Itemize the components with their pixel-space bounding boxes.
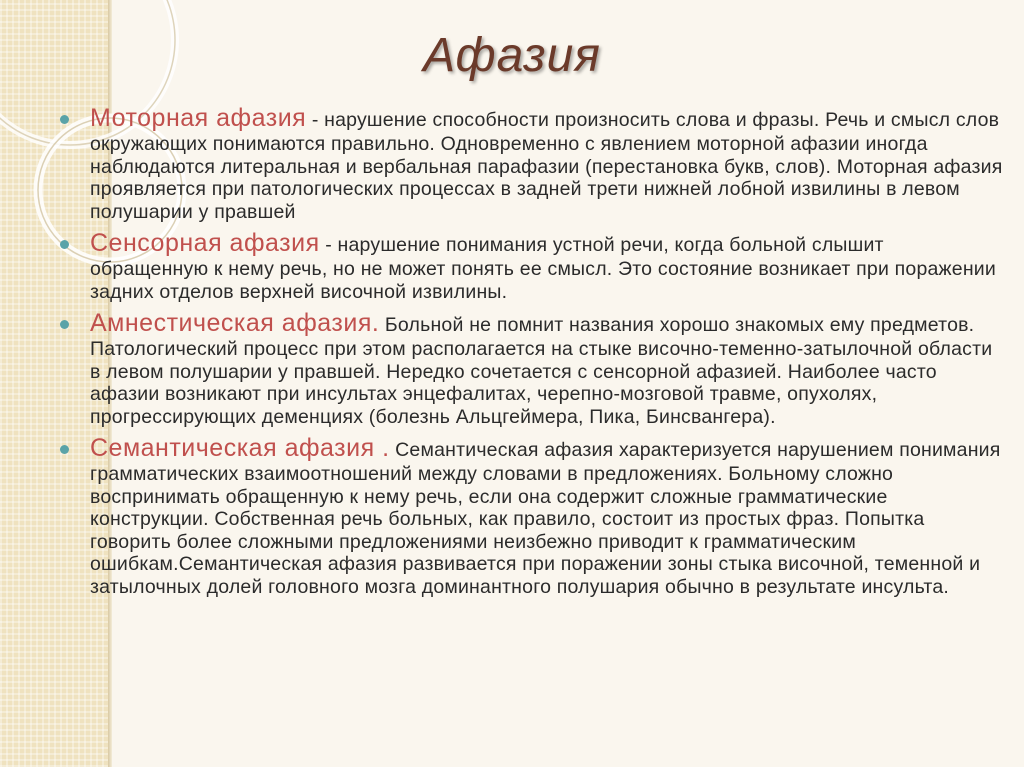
bullet-list <box>56 104 1006 604</box>
bullet-dot-icon <box>60 320 69 329</box>
bullet-description: - нарушение способности произносить слова и фразы. Речь и смысл слов окружающих понимаются правильно. Одновременно с явлением моторной афазии иногда наблюдаются литеральная и вербальная парафазии (перестановка букв, слов). Моторная афазия проявляется при патологических процессах в задней трети нижней лобной извилины в левом полушарии у правшей <box>90 109 1003 223</box>
bullet-sensory-aphasia <box>56 229 1006 303</box>
bullet-description: - нарушение понимания устной речи, когда больной слышит обращенную к нему речь, но не может понять ее смысл. Это состояние возникает при поражении задних отделов верхней височной извилины. <box>90 234 996 303</box>
bullet-term: Амнестическая афазия. <box>90 309 380 337</box>
bullet-term: Сенсорная афазия <box>90 229 320 257</box>
bullet-term: Семантическая афазия . <box>90 434 390 462</box>
bullet-term: Моторная афазия <box>90 104 307 132</box>
slide-title: Афазия <box>423 29 601 82</box>
bullet-motor-aphasia <box>56 104 1006 223</box>
bullet-dot-icon <box>60 445 69 454</box>
bullet-amnestic-aphasia <box>56 309 1006 428</box>
bullet-description: Больной не помнит названия хорошо знакомых ему предметов. Патологический процесс при этом располагается на стыке височно-теменно-затылочной области в левом полушарии у правшей. Нередко сочетается с сенсорной афазией. Наиболее часто афазии возникают при инсультах энцефалитах, черепно-мозговой травме, опухолях, прогрессирующих деменциях (болезнь Альцгеймера, Пика, Бинсвангера). <box>90 314 993 428</box>
bullet-dot-icon <box>60 240 69 249</box>
bullet-dot-icon <box>60 115 69 124</box>
bullet-description: Семантическая афазия характеризуется нарушением понимания грамматических взаимоотношений между словами в предложениях. Больному сложно воспринимать обращенную к нему речь, если она содержит сложные грамматические конструкции. Собственная речь больных, как правило, состоит из простых фраз. Попытка говорить более сложными предложениями неизбежно приводит к грамматическим ошибкам.Семантическая афазия развивается при поражении зоны стыка височной, теменной и затылочных долей головного мозга доминантного полушария обычно в результате инсульта. <box>90 439 1001 598</box>
bullet-semantic-aphasia <box>56 434 1006 598</box>
